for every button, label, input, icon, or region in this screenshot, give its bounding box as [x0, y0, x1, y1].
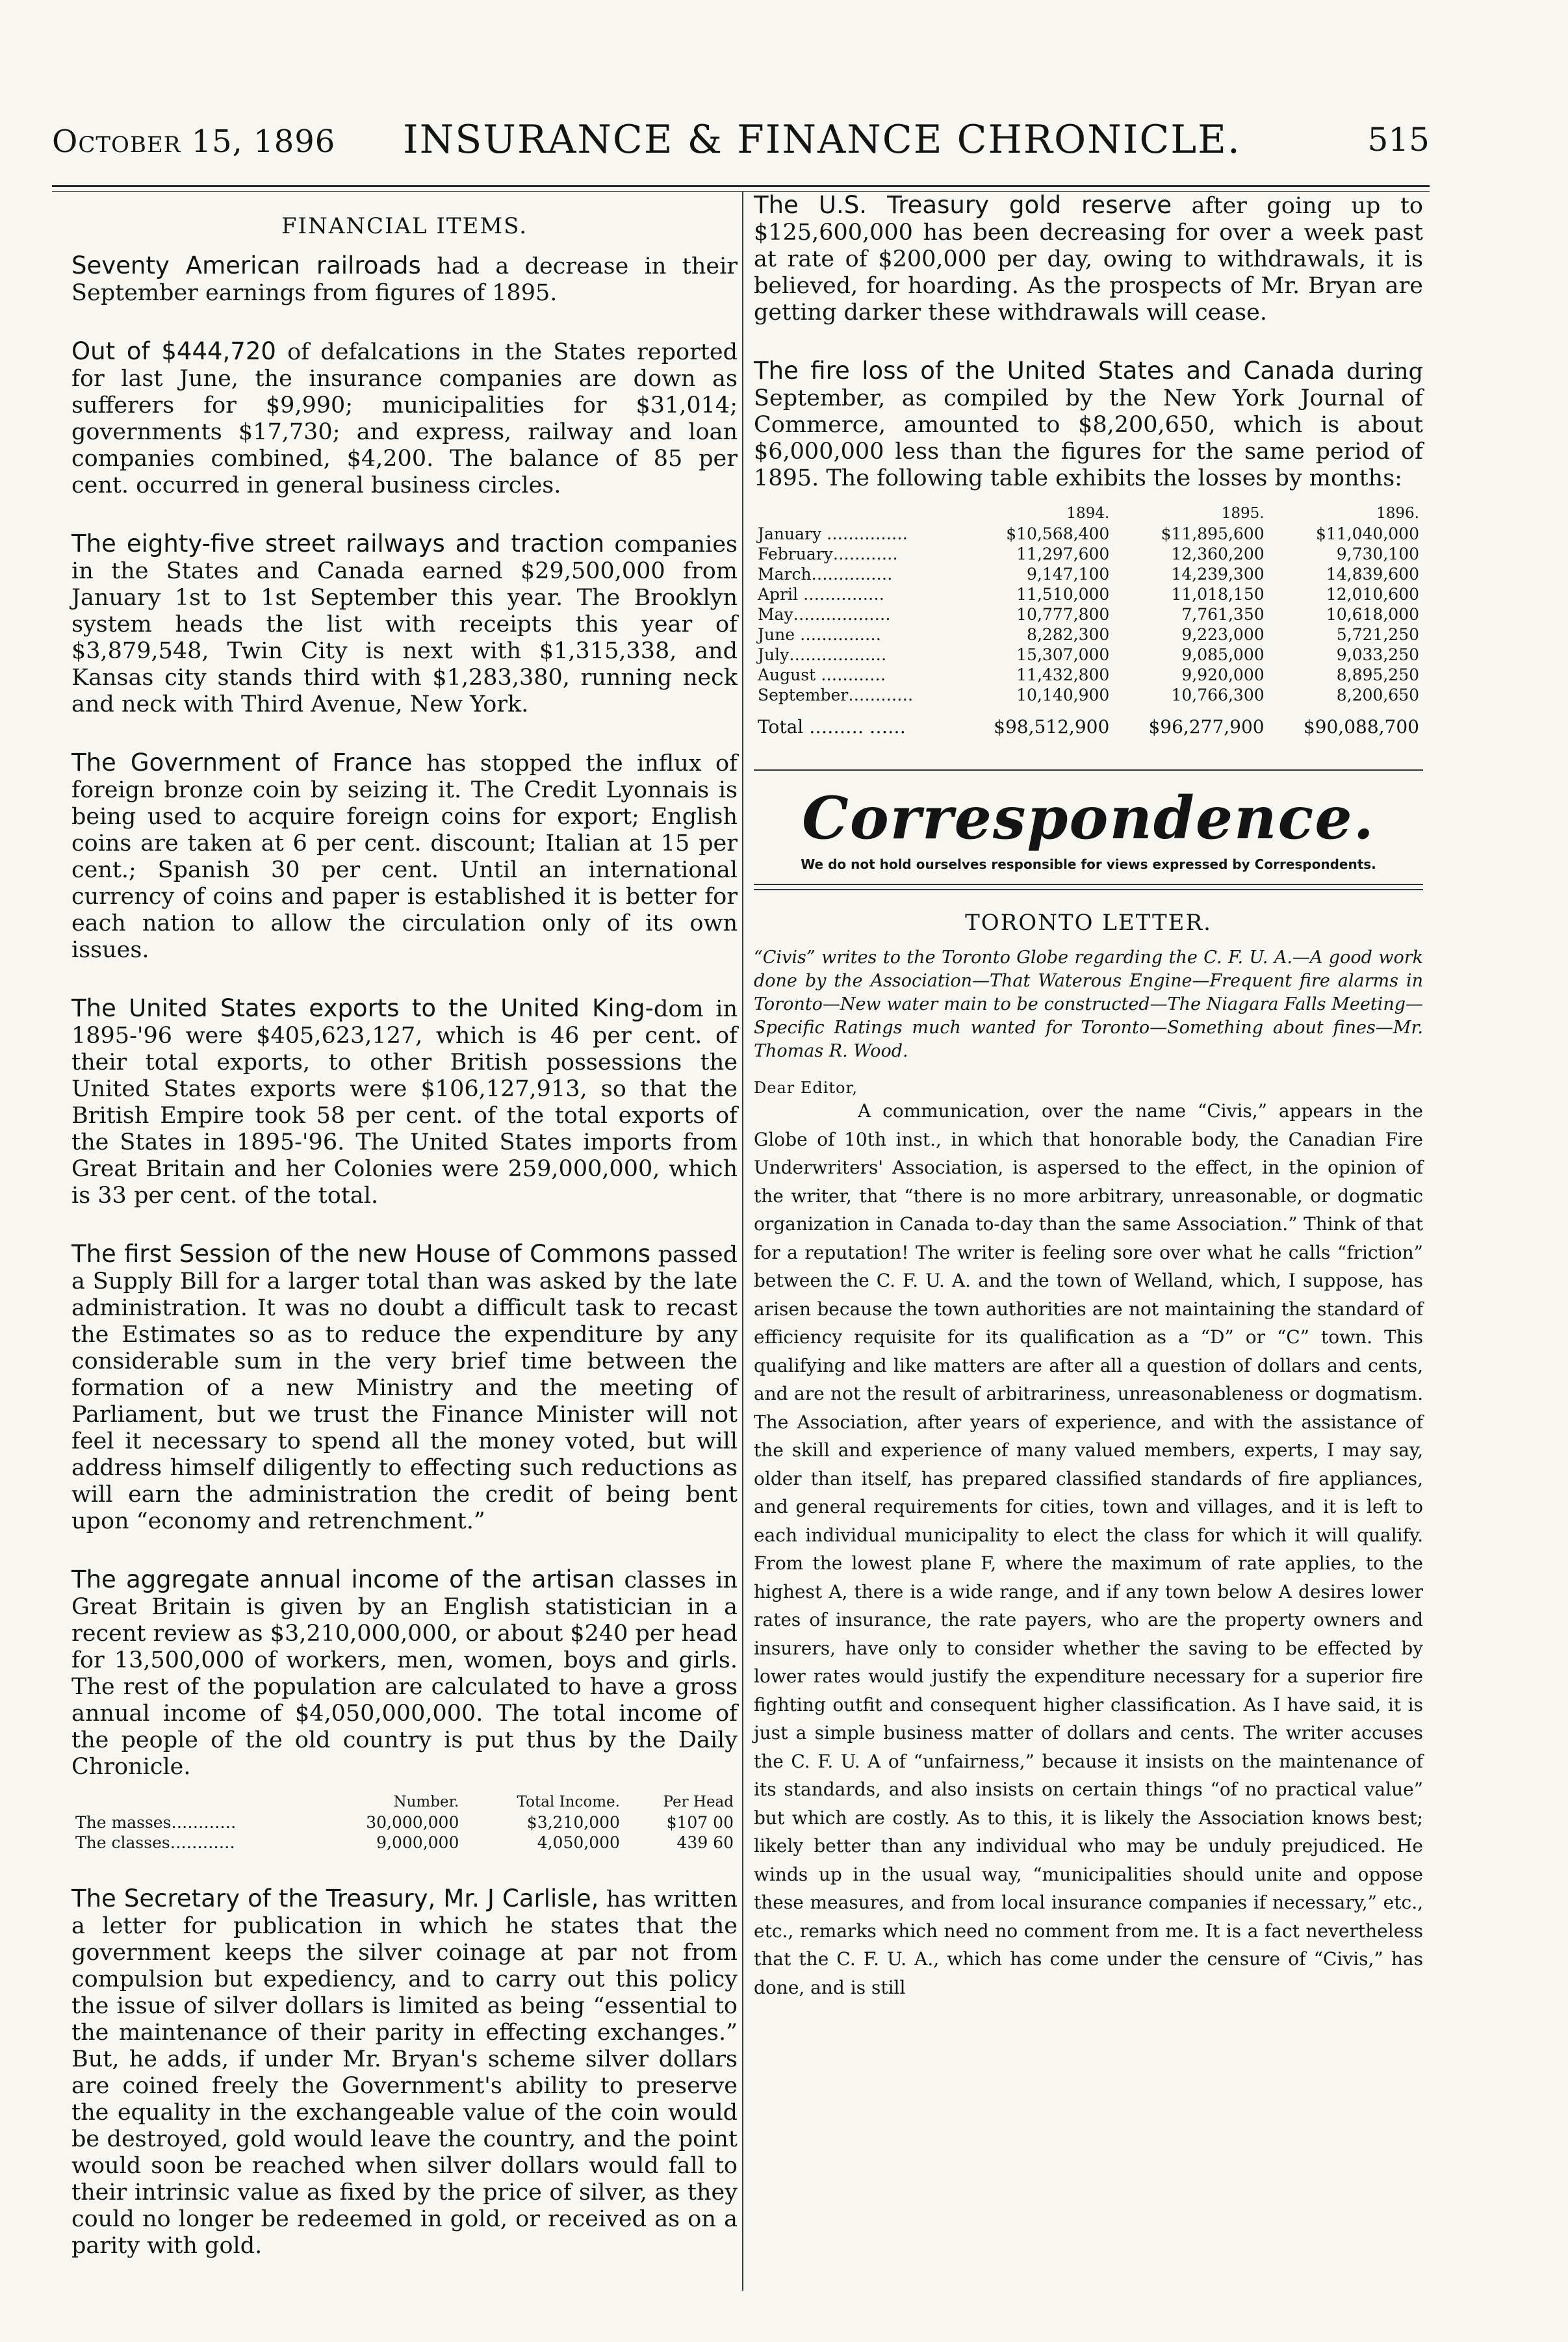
- correspondence-title: Correspondence.: [802, 784, 1375, 853]
- divider: [754, 889, 1423, 890]
- table-cell: 11,018,150: [1171, 585, 1265, 604]
- table-cell: June ……………: [758, 625, 881, 644]
- table-cell: September…………: [758, 686, 914, 704]
- table-cell: $3,210,000: [526, 1813, 620, 1832]
- table-cell: 30,000,000: [366, 1813, 459, 1832]
- divider: [754, 884, 1423, 885]
- item-lead: The U.S. Treasury gold reserve: [754, 191, 1172, 219]
- table-cell: 10,618,000: [1326, 605, 1419, 624]
- item-house-of-commons: [71, 1241, 738, 1535]
- table-row: [71, 1812, 738, 1833]
- table-cell: 9,920,000: [1181, 665, 1265, 684]
- item-lead: The Secretary of the Treasury, Mr. J Carlisle,: [71, 1885, 599, 1912]
- table-row: [754, 624, 1423, 645]
- item-lead: The aggregate annual income of the artisan: [71, 1565, 615, 1593]
- table-header: [754, 504, 958, 524]
- table-total-row: [754, 705, 1423, 737]
- table-cell: The classes…………: [75, 1833, 235, 1852]
- table-header: 1895.: [1221, 505, 1265, 522]
- header-rule: [52, 185, 1430, 192]
- correspondence-disclaimer: We do not hold ourselves responsible for views expressed by Correspondents.: [801, 856, 1376, 872]
- item-street-railways: [71, 530, 738, 718]
- section-title: FINANCIAL ITEMS.: [281, 213, 528, 239]
- table-cell: Total ……… ……: [758, 716, 906, 738]
- income-table: [71, 1792, 738, 1853]
- table-cell: August …………: [758, 665, 886, 684]
- table-cell: 8,895,250: [1336, 665, 1419, 684]
- table-header-row: [754, 504, 1423, 524]
- left-column: [71, 201, 738, 2291]
- issue-date: October 15, 1896: [52, 123, 336, 160]
- item-lead: The United States exports to the United King-: [71, 994, 654, 1022]
- page-number: 515: [1367, 121, 1430, 159]
- table-cell: 9,730,100: [1336, 545, 1419, 563]
- table-cell: 11,297,600: [1016, 545, 1110, 563]
- table-cell: $107 00: [666, 1813, 734, 1832]
- table-row: [754, 564, 1423, 584]
- item-us-exports: [71, 995, 738, 1209]
- table-cell: February…………: [758, 545, 898, 563]
- table-row: [754, 685, 1423, 705]
- table-header: [71, 1792, 316, 1812]
- item-treasury-secretary: [71, 1885, 738, 2259]
- table-row: [754, 584, 1423, 604]
- table-cell: 439 60: [676, 1833, 734, 1852]
- item-france-coin: [71, 749, 738, 964]
- item-lead: Out of $444,720: [71, 337, 276, 365]
- table-row: [754, 604, 1423, 624]
- table-cell: 10,777,800: [1016, 605, 1110, 624]
- table-cell: 15,307,000: [1016, 645, 1110, 664]
- table-cell: 8,282,300: [1027, 625, 1110, 644]
- page-header: [52, 110, 1430, 169]
- letter-body: A communication, over the name “Civis,” appears in the Globe of 10th inst., in which that honorable body, the Canadian Fire Underwriters' Association, is aspersed to the effect, in the opinion of the writer, that “there is no more arbitrary, unreasonable, or dogmatic organization in Canada to-day than the same Association.” Think of that for a reputation! The writer is feeling sore over what he calls “friction” between the C. F. U. A. and the town of Welland, which, I suppose, has arisen because the town authorities are not maintaining the standard of efficiency requisite for its qualification as a “D” or “C” town. This qualifying and like matters are after all a question of dollars and cents, and are not the result of arbitrariness, unreasonableness or dogmatism. The Association, after years of experience, and with the assistance of the skill and experience of many valued members, experts, I may say, older than itself, has prepared classified standards of fire appliances, and general requirements for cities, town and villages, and it is left to each individual municipality to elect the class for which it will qualify. From the lowest plane F, where the maximum of rate applies, to the highest A, there is a wide range, and if any town below A desires lower rates of insurance, the rate payers, who are the property owners and insurers, have only to consider whether the saving to be effected by lower rates would justify the expenditure necessary for a superior fire fighting outfit and consequent higher classification. As I have said, it is just a simple business matter of dollars and cents. The writer accuses the C. F. U. A of “unfairness,” because it insists on the maintenance of its standards, and also insists on certain things “of no practical value” but which are costly. As to this, it is likely the Association knows best; likely better than any individual who may be unduly prejudiced. He winds up in the usual way, “municipalities should unite and oppose these measures, and from local insurance companies if necessary,” etc., etc., remarks which need no comment from me. It is a fact nevertheless that the C. F. U. A., which has come under the censure of “Civis,” has done, and is still: [754, 1100, 1423, 1998]
- table-cell: 11,510,000: [1016, 585, 1110, 604]
- table-cell: $11,040,000: [1315, 524, 1419, 543]
- table-cell: 11,432,800: [1016, 665, 1110, 684]
- item-text: classes in Great Britain is given by an English statistician in a recent review as $3,210,000,000, or about $240 per head for 13,500,000 of workers, men, women, boys and girls. The rest of the population are calculated to have a gross annual income of $4,050,000,000. The total income of the people of the old country is put thus by the Daily Chronicle.: [71, 1567, 738, 1780]
- item-text: dom in 1895-'96 were $405,623,127, which is 46 per cent. of their total exports, to other British possessions the United States exports were $106,127,913, so that the British Empire took 58 per cent. of the total exports of the States in 1895-'96. The United States imports from Great Britain and her Colonies were 259,000,000, which is 33 per cent. of the total.: [71, 996, 738, 1209]
- item-text: passed a Supply Bill for a larger total than was asked by the late administration. It was no doubt a difficult task to recast the Estimates so as to reduce the expenditure by any considerable sum in the very brief time between the formation of a new Ministry and the meeting of Parliament, but we trust the Finance Minister will not feel it necessary to spend all the money voted, but will address himself diligently to effecting such reductions as will earn the administration the credit of being bent upon “economy and retrenchment.”: [71, 1242, 738, 1534]
- table-cell: 8,200,650: [1336, 686, 1419, 704]
- table-cell: 9,223,000: [1181, 625, 1265, 644]
- table-header: Number.: [393, 1794, 459, 1810]
- item-lead: Seventy American railroads: [71, 251, 421, 279]
- item-text: during September, as compiled by the New York Journal of Commerce, amounted to $8,200,650, which is about $6,000,000 less than the figures for the same period of 1895. The following table exhibits the losses by months:: [754, 359, 1423, 491]
- divider: [754, 769, 1423, 771]
- publication-title: INSURANCE & FINANCE CHRONICLE.: [403, 117, 1241, 162]
- fire-loss-table: [754, 504, 1423, 737]
- table-cell: July………………: [758, 645, 887, 664]
- item-lead: The Government of France: [71, 749, 413, 777]
- table-header: Per Head: [663, 1794, 734, 1810]
- table-cell: $10,568,400: [1006, 524, 1110, 543]
- item-lead: The eighty-five street railways and traction: [71, 530, 605, 558]
- item-text: after going up to $125,600,000 has been decreasing for over a week past at rate of $200,000 per day, owing to withdrawals, it is believed, for hoarding. As the prospects of Mr. Bryan are getting darker these withdrawals will cease.: [754, 193, 1423, 326]
- table-cell: $96,277,900: [1148, 716, 1265, 738]
- table-cell: January ……………: [758, 524, 908, 543]
- table-cell: 10,140,900: [1016, 686, 1110, 704]
- item-text: has written a letter for publication in which he states that the government keeps the silver coinage at par not from compulsion but expediency, and to carry out this policy the issue of silver dollars is limited as being “essential to the maintenance of their parity in effecting exchanges.” But, he adds, if under Mr. Bryan's scheme silver dollars are coined freely the Government's ability to preserve the equality in the exchangeable value of the coin would be destroyed, gold would leave the country, and the point would soon be reached when silver dollars would fall to their intrinsic value as fixed by the price of silver, as they could no longer be redeemed in gold, or received as on a parity with gold.: [71, 1886, 738, 2259]
- table-cell: April ……………: [758, 585, 884, 604]
- item-defalcations: [71, 338, 738, 499]
- column-divider: [742, 192, 743, 2291]
- table-cell: $11,895,600: [1161, 524, 1265, 543]
- table-cell: 7,761,350: [1181, 605, 1265, 624]
- item-text: of defalcations in the States reported for last June, the insurance companies are down as sufferers for $9,990; municipalities for $31,014; governments $17,730; and express, railway and loan companies combined, $4,200. The balance of 85 per cent. occurred in general business circles.: [71, 339, 738, 498]
- table-cell: $90,088,700: [1303, 716, 1419, 738]
- item-lead: The first Session of the new House of Commons: [71, 1240, 651, 1268]
- item-gold-reserve: [754, 192, 1423, 326]
- table-row: [754, 665, 1423, 685]
- table-row: [754, 524, 1423, 544]
- table-cell: March……………: [758, 565, 893, 584]
- letter-heading: TORONTO LETTER.: [965, 910, 1212, 936]
- letter-subheading: “Civis” writes to the Toronto Globe regarding the C. F. U. A.—A good work done by the Association—That Waterous Engine—Frequent fire alarms in Toronto—New water main to be constructed—The Niagara Falls Meeting—Specific Ratings much wanted for Toronto—Something about fines—Mr. Thomas R. Wood.: [754, 947, 1423, 1061]
- table-row: [754, 645, 1423, 665]
- table-row: [71, 1833, 738, 1853]
- table-cell: 9,000,000: [376, 1833, 459, 1852]
- item-text: companies in the States and Canada earned $29,500,000 from January 1st to 1st September this year. The Brooklyn system heads the list with receipts this year of $3,879,548, Twin City is next with $1,315,338, and Kansas city stands third with $1,283,380, running neck and neck with Third Avenue, New York.: [71, 532, 738, 717]
- table-cell: 4,050,000: [537, 1833, 620, 1852]
- table-cell: $98,512,900: [994, 716, 1110, 738]
- item-text: had a decrease in their September earnings from figures of 1895.: [71, 253, 738, 306]
- table-cell: 9,147,100: [1027, 565, 1110, 584]
- item-fire-loss: [754, 357, 1423, 492]
- table-cell: 9,033,250: [1336, 645, 1419, 664]
- table-cell: The masses…………: [75, 1813, 237, 1832]
- letter-salutation: Dear Editor,: [754, 1079, 858, 1097]
- table-cell: 10,766,300: [1171, 686, 1265, 704]
- table-cell: 5,721,250: [1336, 625, 1419, 644]
- item-lead: The fire loss of the United States and Canada: [754, 357, 1335, 385]
- table-cell: 12,010,600: [1326, 585, 1419, 604]
- item-railroads: [71, 252, 738, 307]
- table-cell: May………………: [758, 605, 891, 624]
- table-header-row: [71, 1792, 738, 1812]
- item-artisan-income: [71, 1566, 738, 1781]
- table-header: Total Income.: [517, 1794, 620, 1810]
- table-cell: 14,239,300: [1171, 565, 1265, 584]
- table-cell: 14,839,600: [1326, 565, 1419, 584]
- table-cell: 12,360,200: [1171, 545, 1265, 563]
- table-header: 1894.: [1066, 505, 1110, 522]
- table-header: 1896.: [1376, 505, 1419, 522]
- right-column: [754, 192, 1423, 2001]
- table-cell: 9,085,000: [1181, 645, 1265, 664]
- item-text: has stopped the influx of foreign bronze coin by seizing it. The Credit Lyonnais is being used to acquire foreign coins for export; English coins are taken at 6 per cent. discount; Italian at 15 per cent.; Spanish 30 per cent. Until an international currency of coins and paper is established it is better for each nation to allow the circulation only of its own issues.: [71, 751, 738, 963]
- table-row: [754, 544, 1423, 564]
